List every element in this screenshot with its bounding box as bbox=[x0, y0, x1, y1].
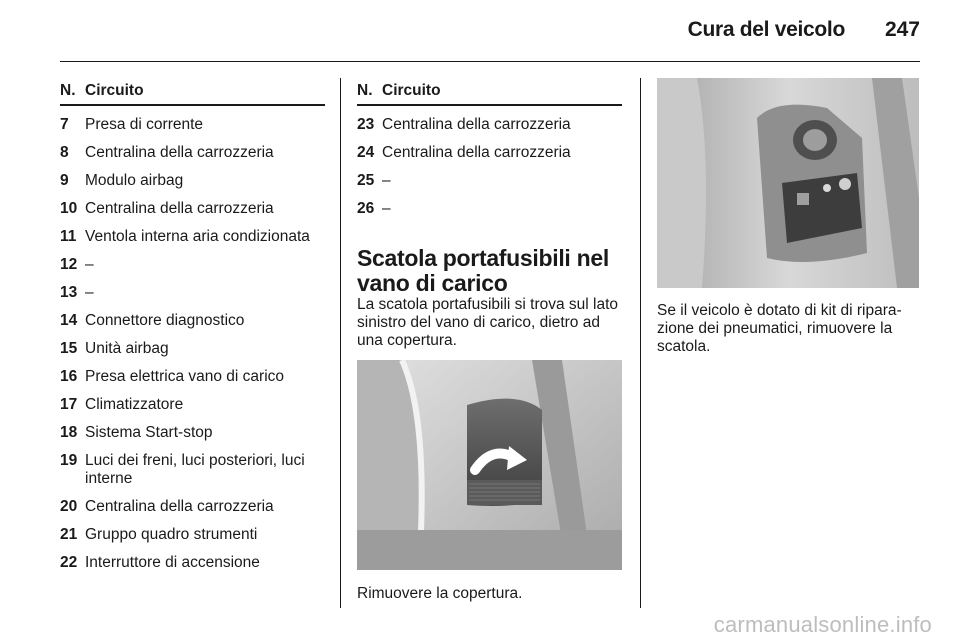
section-intro-text: La scatola portafusibili si trova sul lato sinistro del vano di carico, dietro ad una copertura. bbox=[357, 296, 619, 349]
circuit-name: Centralina della carrozzeria bbox=[85, 200, 274, 217]
table-row bbox=[60, 312, 325, 330]
circuit-name: Connettore diagnostico bbox=[85, 312, 245, 329]
table-row bbox=[357, 116, 622, 134]
circuit-name: Presa di corrente bbox=[85, 116, 204, 133]
circuit-name: Modulo airbag bbox=[85, 172, 184, 189]
header-divider bbox=[60, 61, 920, 62]
table-row bbox=[60, 424, 325, 442]
fuse-number: 11 bbox=[60, 228, 77, 245]
page-number: 247 bbox=[884, 18, 920, 41]
circuit-name: – bbox=[85, 284, 94, 301]
table-row bbox=[60, 116, 325, 134]
column-divider-right bbox=[640, 78, 641, 608]
table-row bbox=[357, 172, 622, 190]
fuse-box-illustration bbox=[657, 78, 919, 288]
fuse-number: 14 bbox=[60, 312, 78, 329]
table-row bbox=[60, 200, 325, 218]
table-row bbox=[357, 200, 622, 218]
circuit-name: – bbox=[382, 172, 391, 189]
circuit-name: Centralina della carrozzeria bbox=[85, 498, 274, 515]
fuse-number: 13 bbox=[60, 284, 78, 301]
tire-kit-note-text: Se il veicolo è dotato di kit di ripara-zione dei pneumatici, rimuovere la scatola. bbox=[657, 302, 902, 355]
column-divider-left bbox=[340, 78, 341, 608]
fuse-number: 17 bbox=[60, 396, 78, 413]
circuit-name: Centralina della carrozzeria bbox=[85, 144, 274, 161]
table-row bbox=[60, 228, 325, 246]
circuit-name: Ventola interna aria condizionata bbox=[85, 228, 310, 245]
fuse-box-photo bbox=[657, 78, 919, 288]
circuit-name: Gruppo quadro strumenti bbox=[85, 526, 258, 543]
section-heading: Scatola portafusibili nel vano di carico bbox=[357, 245, 609, 296]
circuit-name: Presa elettrica vano di carico bbox=[85, 368, 285, 385]
fuse-number: 7 bbox=[60, 116, 69, 133]
column-header-circuit: Circuito bbox=[85, 82, 144, 99]
fuse-number: 25 bbox=[357, 172, 375, 189]
circuit-name: – bbox=[382, 200, 391, 217]
table-row bbox=[60, 284, 325, 302]
table-row bbox=[60, 256, 325, 274]
circuit-name: Unità airbag bbox=[85, 340, 169, 357]
table-row bbox=[60, 368, 325, 386]
table-header bbox=[357, 78, 622, 106]
fuse-number: 10 bbox=[60, 200, 78, 217]
page-header-title: Cura del veicolo bbox=[687, 18, 845, 41]
circuit-name: Interruttore di accensione bbox=[85, 554, 260, 571]
fuse-number: 16 bbox=[60, 368, 78, 385]
table-row bbox=[60, 172, 325, 190]
fuse-number: 15 bbox=[60, 340, 78, 357]
table-row bbox=[60, 396, 325, 414]
photo-caption-remove-cover: Rimuovere la copertura. bbox=[357, 585, 523, 602]
fuse-number: 9 bbox=[60, 172, 69, 189]
circuit-name: Centralina della carrozzeria bbox=[382, 116, 571, 133]
table-row bbox=[60, 340, 325, 358]
cargo-panel-cover-photo bbox=[357, 360, 622, 570]
fuse-number: 26 bbox=[357, 200, 375, 217]
fuse-number: 8 bbox=[60, 144, 69, 161]
cargo-panel-cover-illustration bbox=[357, 360, 622, 570]
circuit-name: Climatizzatore bbox=[85, 396, 184, 413]
circuit-name: Luci dei freni, luci posteriori, luci interne bbox=[85, 452, 305, 487]
table-row bbox=[60, 554, 325, 572]
fuse-number: 23 bbox=[357, 116, 375, 133]
fuse-number: 21 bbox=[60, 526, 78, 543]
fuse-number: 20 bbox=[60, 498, 78, 515]
column-header-number: N. bbox=[60, 82, 76, 99]
table-header bbox=[60, 78, 325, 106]
circuit-name: Centralina della carrozzeria bbox=[382, 144, 571, 161]
table-row bbox=[60, 144, 325, 162]
fuse-table-middle bbox=[357, 78, 622, 218]
column-header-circuit: Circuito bbox=[382, 82, 441, 99]
circuit-name: Sistema Start-stop bbox=[85, 424, 213, 441]
table-row bbox=[60, 526, 325, 544]
watermark-text: carmanualsonline.info bbox=[713, 612, 932, 637]
table-row bbox=[357, 144, 622, 162]
fuse-number: 22 bbox=[60, 554, 78, 571]
circuit-name: – bbox=[85, 256, 94, 273]
table-row bbox=[60, 452, 325, 488]
fuse-number: 18 bbox=[60, 424, 78, 441]
fuse-table-left bbox=[60, 78, 325, 572]
fuse-number: 24 bbox=[357, 144, 375, 161]
fuse-number: 12 bbox=[60, 256, 78, 273]
table-row bbox=[60, 498, 325, 516]
column-header-number: N. bbox=[357, 82, 373, 99]
fuse-number: 19 bbox=[60, 452, 78, 469]
